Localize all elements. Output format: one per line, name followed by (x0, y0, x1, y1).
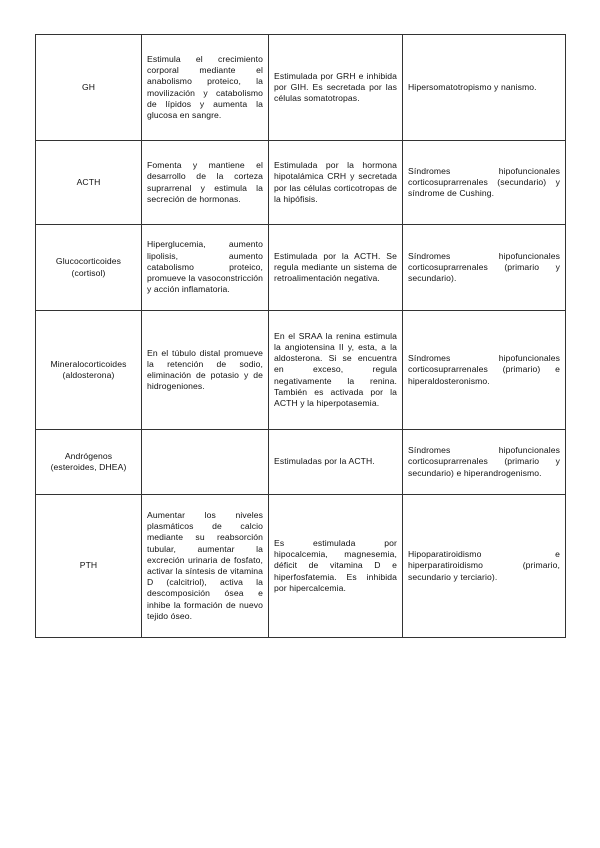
table-row (36, 311, 566, 430)
regulation-cell: Estimuladas por la ACTH. (269, 430, 403, 495)
hormone-name-cell: ACTH (36, 141, 142, 225)
disorders-cell: Síndromes hipofuncionales corticosuprarrenales (secundario) y síndrome de Cushing. (403, 141, 566, 225)
function-cell (142, 430, 269, 495)
function-cell: Estimula el crecimiento corporal mediante el anabolismo proteico, la movilización y catabolismo de lípidos y aumenta la glucosa en sangre. (142, 35, 269, 141)
hormone-name-cell: Mineralocorticoides (aldosterona) (36, 311, 142, 430)
disorders-cell: Hipersomatotropismo y nanismo. (403, 35, 566, 141)
hormone-name-cell: Andrógenos (esteroides, DHEA) (36, 430, 142, 495)
table-row (36, 225, 566, 311)
table-row (36, 35, 566, 141)
regulation-cell: En el SRAA la renina estimula la angiotensina II y, esta, a la aldosterona. Si se encuentra en exceso, regula negativamente la renina. También es activada por la ACTH y la hiperpotasemia. (269, 311, 403, 430)
hormone-table (35, 34, 566, 638)
regulation-cell: Es estimulada por hipocalcemia, magnesemia, déficit de vitamina D e hiperfosfatemia. Es inhibida por hipercalcemia. (269, 495, 403, 638)
function-cell: Aumentar los niveles plasmáticos de calcio mediante su reabsorción tubular, aumentar la excreción urinaria de fosfato, activar la síntesis de vitamina D (calcitriol), activa la descomposición ósea e inhibe la formación de nuevo tejido óseo. (142, 495, 269, 638)
disorders-cell: Síndromes hipofuncionales corticosuprarrenales (primario y secundario) e hiperandrogenismo. (403, 430, 566, 495)
regulation-cell: Estimulada por la ACTH. Se regula mediante un sistema de retroalimentación negativa. (269, 225, 403, 311)
function-cell: Fomenta y mantiene el desarrollo de la corteza suprarrenal y estimula la secreción de hormonas. (142, 141, 269, 225)
hormone-name-cell: GH (36, 35, 142, 141)
disorders-cell: Síndromes hipofuncionales corticosuprarrenales (primario y secundario). (403, 225, 566, 311)
function-cell: Hiperglucemia, aumento lipolisis, aumento catabolismo proteico, promueve la vasoconstricción y acción inflamatoria. (142, 225, 269, 311)
disorders-cell: Hipoparatiroidismo e hiperparatiroidismo (primario, secundario y terciario). (403, 495, 566, 638)
regulation-cell: Estimulada por la hormona hipotalámica CRH y secretada por las células corticotropas de la hipófisis. (269, 141, 403, 225)
hormone-name-cell: Glucocorticoides (cortisol) (36, 225, 142, 311)
hormone-name-cell: PTH (36, 495, 142, 638)
disorders-cell: Síndromes hipofuncionales corticosuprarrenales (primario) e hiperaldosteronismo. (403, 311, 566, 430)
table-row (36, 495, 566, 638)
function-cell: En el túbulo distal promueve la retención de sodio, eliminación de potasio y de hidrogeniones. (142, 311, 269, 430)
table-row (36, 141, 566, 225)
table-row (36, 430, 566, 495)
regulation-cell: Estimulada por GRH e inhibida por GIH. Es secretada por las células somatotropas. (269, 35, 403, 141)
